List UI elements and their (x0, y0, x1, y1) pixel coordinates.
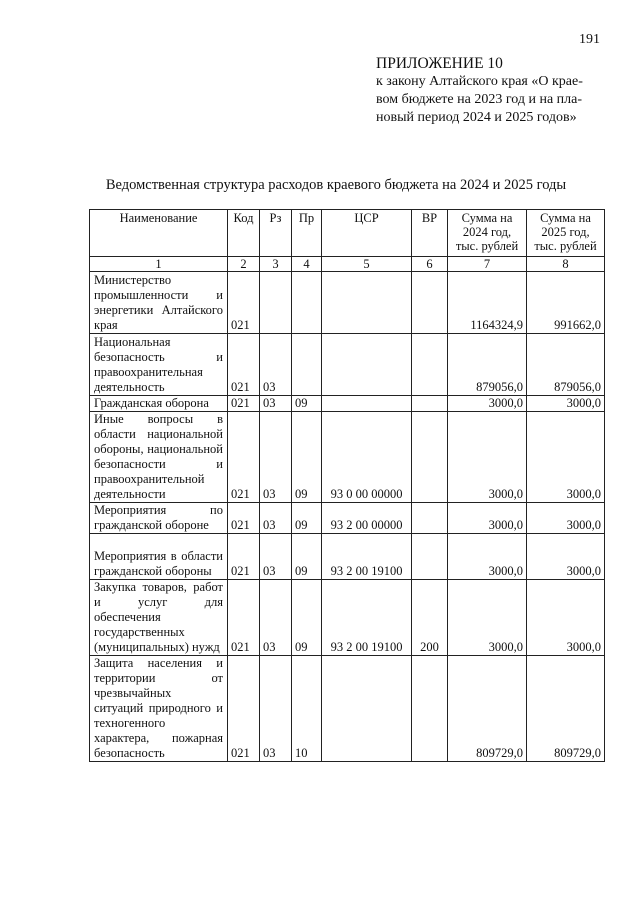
row-sum-2025: 879056,0 (527, 334, 605, 396)
row-name: Иные вопросы в области национальной обороны, национальной безопасности и правоохранительной деятельности (90, 412, 228, 503)
row-rz (260, 272, 292, 334)
row-name: Защита населения и территории от чрезвычайных ситуаций природного и техногенного характера, пожарная безопасность (90, 656, 228, 762)
header-rz: Рз (260, 210, 292, 257)
row-rz: 03 (260, 412, 292, 503)
row-sum-2024: 809729,0 (448, 656, 527, 762)
row-vr (412, 334, 448, 396)
table-row (90, 656, 605, 762)
row-code: 021 (228, 580, 260, 656)
row-sum-2024: 3000,0 (448, 580, 527, 656)
table-row (90, 412, 605, 503)
header-sum-2024: Сумма на 2024 год, тыс. рублей (448, 210, 527, 257)
column-number: 3 (260, 257, 292, 272)
table-row (90, 534, 605, 580)
row-sum-2024: 1164324,9 (448, 272, 527, 334)
row-sum-2024: 3000,0 (448, 534, 527, 580)
row-csr: 93 0 00 00000 (322, 412, 412, 503)
row-sum-2025: 3000,0 (527, 503, 605, 534)
header-vr: ВР (412, 210, 448, 257)
row-name: Министерство промышленности и энергетики Алтайского края (90, 272, 228, 334)
row-csr (322, 334, 412, 396)
row-vr (412, 656, 448, 762)
row-sum-2024: 3000,0 (448, 396, 527, 412)
table-title: Ведомственная структура расходов краевого бюджета на 2024 и 2025 годы (105, 177, 567, 193)
column-numbers-row (90, 257, 605, 272)
header-code: Код (228, 210, 260, 257)
row-sum-2025: 3000,0 (527, 412, 605, 503)
row-pr: 09 (292, 580, 322, 656)
column-number: 1 (90, 257, 228, 272)
row-pr: 09 (292, 396, 322, 412)
table-row (90, 334, 605, 396)
row-vr (412, 396, 448, 412)
appendix-header (376, 54, 616, 127)
row-code: 021 (228, 656, 260, 762)
row-name: Гражданская оборона (90, 396, 228, 412)
row-rz: 03 (260, 334, 292, 396)
appendix-title: ПРИЛОЖЕНИЕ 10 (376, 55, 503, 72)
row-sum-2024: 879056,0 (448, 334, 527, 396)
row-sum-2024: 3000,0 (448, 503, 527, 534)
row-rz: 03 (260, 503, 292, 534)
budget-table (89, 209, 605, 762)
table-row (90, 272, 605, 334)
column-number: 7 (448, 257, 527, 272)
row-sum-2025: 991662,0 (527, 272, 605, 334)
row-vr (412, 272, 448, 334)
row-rz: 03 (260, 656, 292, 762)
header-pr: Пр (292, 210, 322, 257)
column-number: 4 (292, 257, 322, 272)
row-pr (292, 334, 322, 396)
row-vr (412, 503, 448, 534)
row-rz: 03 (260, 534, 292, 580)
appendix-line-3: новый период 2024 и 2025 годов» (376, 110, 577, 125)
row-sum-2025: 3000,0 (527, 396, 605, 412)
row-name: Закупка товаров, работ и услуг для обеспечения государственных (муниципальных) нужд (90, 580, 228, 656)
appendix-line-2: вом бюджете на 2023 год и на пла- (376, 92, 583, 107)
table-row (90, 503, 605, 534)
row-sum-2024: 3000,0 (448, 412, 527, 503)
table-header-row (90, 210, 605, 257)
row-code: 021 (228, 334, 260, 396)
row-pr: 09 (292, 412, 322, 503)
row-vr (412, 534, 448, 580)
row-sum-2025: 3000,0 (527, 534, 605, 580)
row-pr: 09 (292, 534, 322, 580)
column-number: 6 (412, 257, 448, 272)
column-number: 8 (527, 257, 605, 272)
row-csr (322, 272, 412, 334)
row-csr: 93 2 00 19100 (322, 534, 412, 580)
row-sum-2025: 3000,0 (527, 580, 605, 656)
page-number: 191 (579, 32, 600, 47)
appendix-line-1: к закону Алтайского края «О крае- (376, 74, 583, 89)
row-vr: 200 (412, 580, 448, 656)
row-csr: 93 2 00 19100 (322, 580, 412, 656)
column-number: 2 (228, 257, 260, 272)
row-code: 021 (228, 412, 260, 503)
row-pr: 10 (292, 656, 322, 762)
row-code: 021 (228, 272, 260, 334)
header-sum-2025: Сумма на 2025 год, тыс. рублей (527, 210, 605, 257)
row-code: 021 (228, 503, 260, 534)
row-code: 021 (228, 534, 260, 580)
row-name: Мероприятия в области гражданской обороны (90, 534, 228, 580)
row-vr (412, 412, 448, 503)
row-pr: 09 (292, 503, 322, 534)
row-csr (322, 656, 412, 762)
row-rz: 03 (260, 396, 292, 412)
row-rz: 03 (260, 580, 292, 656)
table-row (90, 580, 605, 656)
header-name: Наименование (90, 210, 228, 257)
column-number: 5 (322, 257, 412, 272)
row-csr: 93 2 00 00000 (322, 503, 412, 534)
table-row (90, 396, 605, 412)
row-code: 021 (228, 396, 260, 412)
row-name: Национальная безопасность и правоохранительная деятельность (90, 334, 228, 396)
row-name: Мероприятия по гражданской обороне (90, 503, 228, 534)
row-csr (322, 396, 412, 412)
row-pr (292, 272, 322, 334)
header-csr: ЦСР (322, 210, 412, 257)
row-sum-2025: 809729,0 (527, 656, 605, 762)
